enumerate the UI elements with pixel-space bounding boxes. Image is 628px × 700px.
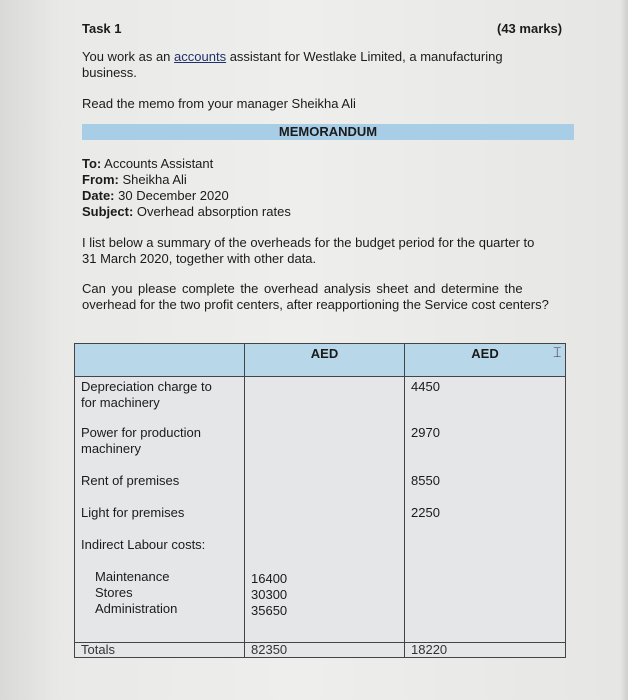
row-value: 2250 xyxy=(411,505,440,520)
totals-aed2: 18220 xyxy=(405,643,566,658)
to-label: To: xyxy=(82,156,102,171)
table-body-row xyxy=(75,377,566,643)
to-value: Accounts Assistant xyxy=(101,156,214,171)
sub-row-label: Administration xyxy=(95,601,178,616)
row-label: Power for production xyxy=(81,425,201,440)
sub-row-value: 35650 xyxy=(251,603,288,618)
from-label: From: xyxy=(82,172,119,187)
task-title: Task 1 xyxy=(82,21,122,36)
date-value: 30 December 2020 xyxy=(114,188,229,203)
intro-text: assistant for Westlake Limited, a manufacturing xyxy=(226,49,503,64)
subject-label: Subject: xyxy=(82,204,134,219)
header-aed-2: AED xyxy=(405,344,566,377)
row-value: 4450 xyxy=(411,379,440,394)
memo-header xyxy=(82,156,291,220)
text-cursor-icon: ⌶ xyxy=(553,344,562,360)
intro-text: business. xyxy=(82,65,137,80)
subject-value: Overhead absorption rates xyxy=(133,204,291,219)
row-label: Depreciation charge to xyxy=(81,379,212,394)
task-marks: (43 marks) xyxy=(497,21,563,36)
row-label: for machinery xyxy=(81,395,160,410)
memo-heading: MEMORANDUM xyxy=(82,124,574,140)
aed2-cell xyxy=(405,377,566,643)
row-label: Indirect Labour costs: xyxy=(81,537,206,552)
intro-text: You work as an xyxy=(82,49,175,64)
memo-paragraph-1 xyxy=(82,235,574,267)
row-label: machinery xyxy=(81,441,141,456)
intro-paragraph xyxy=(82,49,503,81)
from-value: Sheikha Ali xyxy=(118,172,187,187)
intro-instruction: Read the memo from your manager Sheikha Ali xyxy=(82,96,356,111)
memo-text: Can you please complete the overhead analysis sheet and determine the xyxy=(82,281,523,296)
overhead-table xyxy=(74,343,566,658)
date-label: Date: xyxy=(82,188,115,203)
accounts-link[interactable]: accounts xyxy=(174,49,227,64)
memo-text: I list below a summary of the overheads for the budget period for the quarter to xyxy=(82,235,535,250)
memo-text: overhead for the two profit centers, after reapportioning the Service cost centers? xyxy=(82,297,549,312)
header-label xyxy=(75,344,245,377)
memo-paragraph-2 xyxy=(82,281,574,313)
totals-row xyxy=(75,643,566,658)
row-label: Light for premises xyxy=(81,505,185,520)
totals-aed1: 82350 xyxy=(245,643,405,658)
sub-row-value: 30300 xyxy=(251,587,288,602)
sub-row-label: Stores xyxy=(95,585,133,600)
sub-row-label: Maintenance xyxy=(95,569,170,584)
header-aed-1: AED xyxy=(245,344,405,377)
row-value: 8550 xyxy=(411,473,440,488)
aed1-cell xyxy=(245,377,405,643)
labels-cell xyxy=(75,377,245,643)
row-label: Rent of premises xyxy=(81,473,180,488)
memo-text: 31 March 2020, together with other data. xyxy=(82,251,317,266)
sub-row-value: 16400 xyxy=(251,571,288,586)
totals-label: Totals xyxy=(75,643,245,658)
row-value: 2970 xyxy=(411,425,440,440)
table-header-row xyxy=(75,344,566,377)
